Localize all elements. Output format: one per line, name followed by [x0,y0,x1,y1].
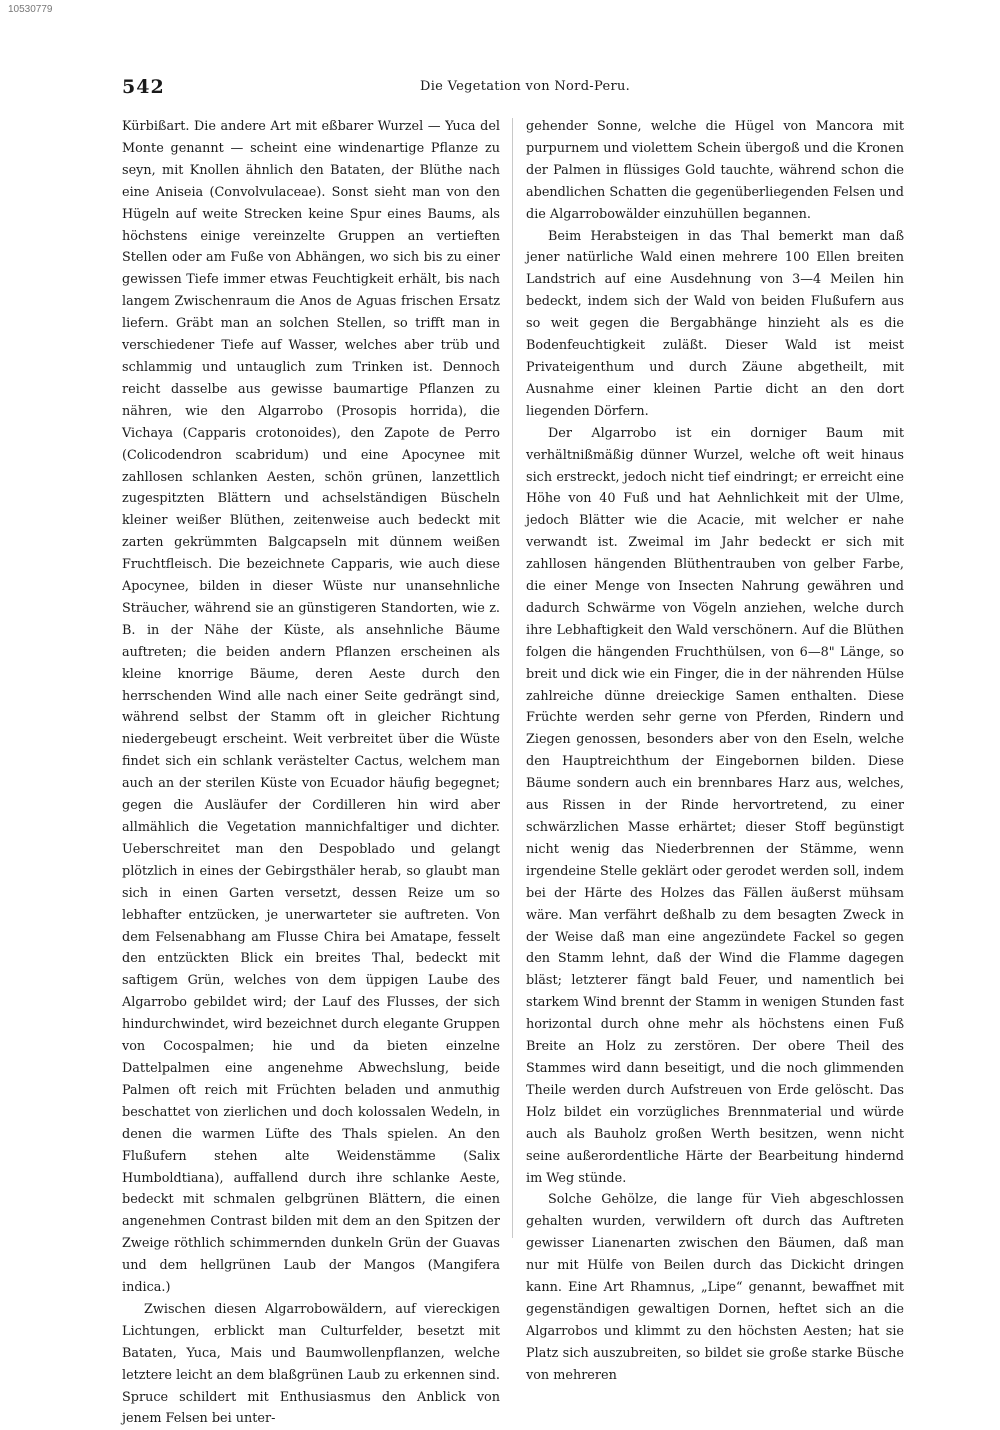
paragraph: Kürbißart. Die andere Art mit eßbarer Wurzel — Yuca del Monte genannt — scheint eine windenartige Pflanze zu seyn, mit Knollen ähnlich den Bataten, der Blüthe nach eine Aniseia (Convolvulaceae). Sonst sieht man von den Hügeln auf weite Strecken keine Spur eines Baums, als höchstens einige vereinzelte Gruppen an vertieften Stellen oder am Fuße von Abhängen, wo sich bis zu einer gewissen Tiefe immer etwas Feuchtigkeit erhält, bis nach langem Zwischenraum die Anos de Aguas frischen Ersatz liefern. Gräbt man an solchen Stellen, so trifft man in verschiedener Tiefe auf Wasser, welches aber trüb und schlammig und untauglich zum Trinken ist. Dennoch reicht dasselbe aus gewisse baumartige Pflanzen zu nähren, wie den Algarrobo (Prosopis horrida), die Vichaya (Capparis crotonoides), den Zapote de Perro (Colicodendron scabridum) und eine Apocynee mit zahllosen schlanken Aesten, schön grünen, lanzettlich zugespitzten Blättern und achselständigen Büscheln kleiner weißer Blüthen, zeitenweise auch bedeckt mit zarten gekrümmten Balgcapseln mit dünnem weißen Fruchtfleisch. Die bezeichnete Capparis, wie auch diese Apocynee, bilden in dieser Wüste nur unansehnliche Sträucher, während sie an günstigeren Standorten, wie z. B. in der Nähe der Küste, als ansehnliche Bäume auftreten; die beiden andern Pflanzen erscheinen als kleine knorrige Bäume, deren Aeste durch den herrschenden Wind alle nach einer Seite gedrängt sind, während selbst der Stamm oft in gleicher Richtung niedergebeugt erscheint. Weit verbreitet über die Wüste findet sich ein schlank verästelter Cactus, welchem man auch an der sterilen Küste von Ecuador häufig begegnet; gegen die Ausläufer der Cordilleren hin wird aber allmählich die Vegetation mannichfaltiger und dichter. Ueberschreitet man den Despoblado und gelangt plötzlich in eines der Gebirgsthäler herab, so glaubt man sich in einen Garten versetzt, dessen Reize um so lebhafter entzücken, je unerwarteter sie auftreten. Von dem Felsenabhang am Flusse Chira bei Amatape, fesselt den entzückten Blick ein breites Thal, bedeckt mit saftigem Grün, welches von dem üppigen Laube des Algarrobo gebildet wird; der Lauf des Flusses, der sich hindurchwindet, wird bezeichnet durch elegante Gruppen von Cocospalmen; hie und da bieten einzelne Dattelpalmen eine angenehme Abwechslung, beide Palmen oft reich mit Früchten beladen und anmuthig beschattet von zierlichen und doch kolossalen Wedeln, in denen die warmen Lüfte des Thals spielen. An den Flußufern stehen alte Weidenstämme (Salix Humboldtiana), auffallend durch ihre schlanke Aeste, bedeckt mit schmalen gelbgrünen Blättern, die einen angenehmen Contrast bilden mit dem an den Spitzen der Zweige röthlich schimmernden dunkeln Grün der Guavas und dem hellgrünen Laub der Mangos (Mangifera indica.) [122,119,500,1296]
page-number: 542 [122,76,165,98]
running-title: Die Vegetation von Nord-Peru. [420,79,631,94]
column-divider [512,118,513,1238]
paragraph: Zwischen diesen Algarrobowäldern, auf viereckigen Lichtungen, erblickt man Culturfelder, besetzt mit Bataten, Yuca, Mais und Baumwollenpflanzen, welche letztere leicht an dem blaßgrünen Laub zu erkennen sind. Spruce schildert mit Enthusiasmus den Anblick von jenem Felsen bei unter- [122,1301,500,1427]
paragraph: gehender Sonne, welche die Hügel von Mancora mit purpurnem und violettem Schein übergoß und die Kronen der Palmen in flüssiges Gold tauchte, während schon die abendlichen Schatten die gegenüberliegenden Felsen und die Algarrobowälder einzuhüllen begannen. [526,119,904,222]
paragraph: Solche Gehölze, die lange für Vieh abgeschlossen gehalten wurden, verwildern oft durch das Auftreten gewisser Lianenarten zwischen den Bäumen, daß man nur mit Hülfe von Beilen durch das Dickicht dringen kann. Eine Art Rhamnus, „Lipe“ genannt, bewaffnet mit gegenständigen gewaltigen Dornen, heftet sich an die Algarrobos und klimmt zu den höchsten Aesten; hat sie Platz sich auszubreiten, so bildet sie große starke Büsche von mehreren [526,1192,904,1383]
paragraph: Beim Herabsteigen in das Thal bemerkt man daß jener natürliche Wald einen mehrere 100 Ellen breiten Landstrich auf eine Ausdehnung von 3—4 Meilen hin bedeckt, indem sich der Wald von beiden Flußufern aus so weit gegen die Bergabhänge hinzieht als es die Bodenfeuchtigkeit zuläßt. Dieser Wald ist meist Privateigenthum und durch Zäune abgetheilt, mit Ausnahme einer kleinen Partie dicht an den dort liegenden Dörfern. [526,228,904,419]
page-id: 10530779 [8,4,53,15]
right-column [526,116,904,1387]
paragraph: Der Algarrobo ist ein dorniger Baum mit verhältnißmäßig dünner Wurzel, welche oft weit hinaus sich erstreckt, jedoch nicht tief eindringt; er erreicht eine Höhe von 40 Fuß und hat Aehnlichkeit mit der Ulme, jedoch Blätter wie die Acacie, mit welcher er nahe verwandt ist. Zweimal im Jahr bedeckt er sich mit zahllosen hängenden Blüthentrauben von gelber Farbe, die einer Menge von Insecten Nahrung gewähren und dadurch Schwärme von Vögeln anziehen, welche durch ihre Lebhaftigkeit den Wald verschönern. Auf die Blüthen folgen die hängenden Fruchthülsen, von 6—8" Länge, so breit und dick wie ein Finger, die in der nährenden Hülse zahlreiche dünne dreieckige Samen enthalten. Diese Früchte werden sehr gerne von Pferden, Rindern und Ziegen genossen, besonders aber von den Eseln, welche den Hauptreichthum der Eingebornen bilden. Diese Bäume sondern auch ein brennbares Harz aus, welches, aus Rissen in der Rinde hervortretend, zu einer schwärzlichen Masse erhärtet; dieser Stoff begünstigt nicht wenig das Niederbrennen der Stämme, wenn irgendeine Stelle geklärt oder gerodet werden soll, indem bei der Härte des Holzes das Fällen äußerst mühsam wäre. Man verfährt deßhalb zu dem besagten Zweck in der Weise daß man eine angezündete Fackel so gegen den Stamm lehnt, daß der Wind die Flamme dagegen bläst; letzterer fängt bald Feuer, und namentlich bei starkem Wind brennt der Stamm in wenigen Stunden fast horizontal durch ohne mehr als höchstens einen Fuß Breite an Holz zu zerstören. Der obere Theil des Stammes wird dann beseitigt, und die noch glimmenden Theile werden durch Aufstreuen von Erde gelöscht. Das Holz bildet ein vorzügliches Brennmaterial und würde auch als Bauholz großen Werth besitzen, wenn nicht seine außerordentliche Härte der Bearbeitung hindernd im Weg stünde. [526,425,904,1186]
left-column [122,116,500,1430]
